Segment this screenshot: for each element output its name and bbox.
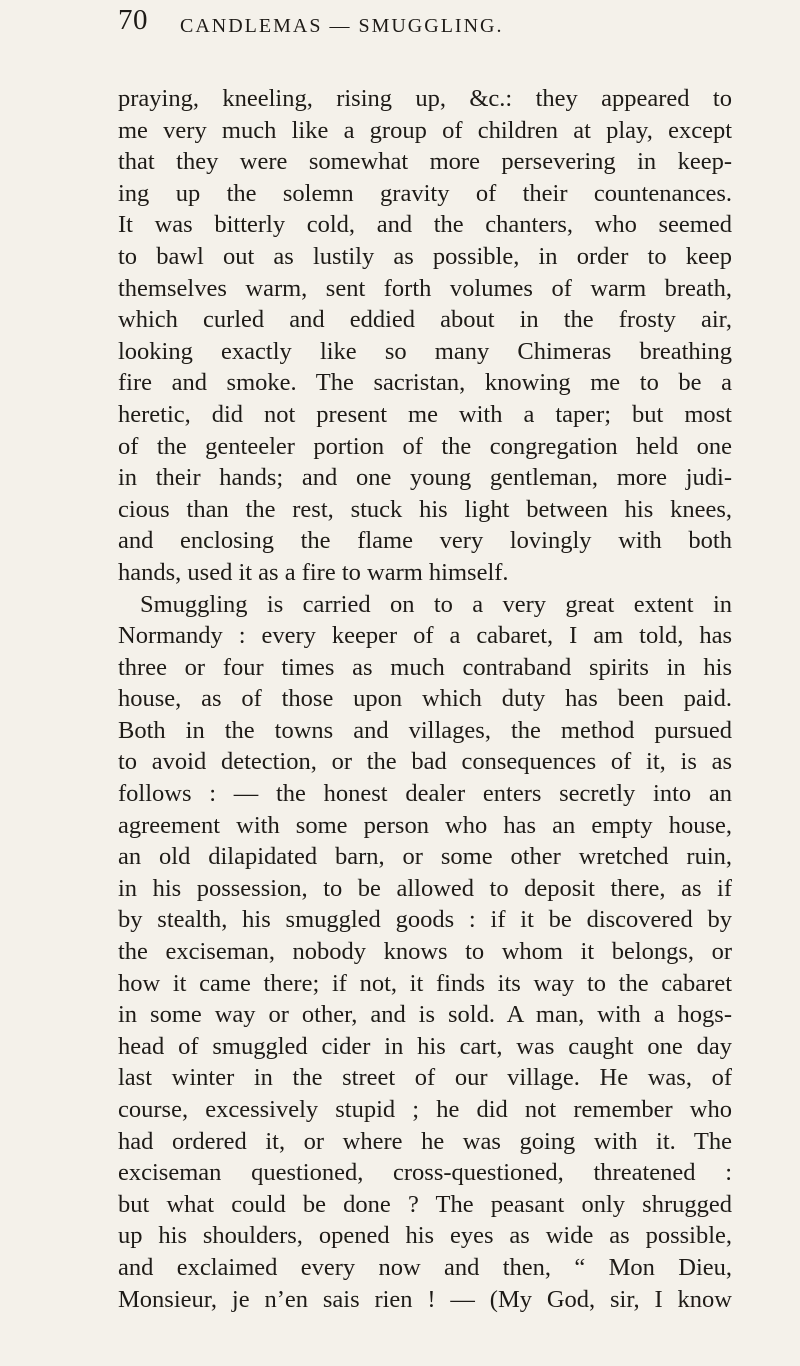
text-line: and exclaimed every now and then, “ Mon Dieu, (118, 1253, 732, 1281)
text-line: Monsieur, je n’en sais rien ! — (My God, sir, I know (118, 1285, 732, 1313)
text-line: heretic, did not present me with a taper; but most (118, 400, 732, 428)
text-line: three or four times as much contraband spirits in his (118, 653, 732, 681)
text-line: looking exactly like so many Chimeras breathing (118, 337, 732, 365)
text-line: an old dilapidated barn, or some other wretched ruin, (118, 843, 732, 871)
text-line: cious than the rest, stuck his light between his knees, (118, 495, 732, 523)
body-text (118, 83, 732, 1315)
text-line: which curled and eddied about in the frosty air, (118, 306, 732, 334)
page-number: 70 (118, 4, 148, 36)
text-line: course, excessively stupid ; he did not remember who (118, 1096, 732, 1123)
text-line: exciseman questioned, cross-questioned, threatened : (118, 1159, 732, 1187)
text-line: but what could be done ? The peasant only shrugged (118, 1190, 732, 1218)
text-line: by stealth, his smuggled goods : if it be discovered by (118, 906, 732, 934)
text-line: Normandy : every keeper of a cabaret, I am told, has (118, 622, 732, 650)
text-line: hands, used it as a fire to warm himself. (118, 558, 509, 586)
text-line: Both in the towns and villages, the method pursued (118, 716, 732, 744)
text-line: head of smuggled cider in his cart, was caught one day (118, 1032, 732, 1060)
text-line: in their hands; and one young gentleman, more judi- (118, 464, 732, 492)
text-line: me very much like a group of children at play, except (118, 116, 732, 144)
text-line: to avoid detection, or the bad consequences of it, is as (118, 748, 732, 776)
text-line: ing up the solemn gravity of their countenances. (118, 179, 732, 207)
text-line: and enclosing the flame very lovingly with both (118, 527, 732, 555)
text-line: in his possession, to be allowed to deposit there, as if (118, 874, 732, 902)
text-line: how it came there; if not, it finds its way to the cabaret (118, 969, 732, 997)
running-head: CANDLEMAS — SMUGGLING. (180, 15, 504, 37)
text-line: agreement with some person who has an empty house, (118, 811, 732, 839)
text-line: had ordered it, or where he was going with it. The (118, 1127, 732, 1155)
text-line: in some way or other, and is sold. A man, with a hogs- (118, 1001, 732, 1029)
text-line: It was bitterly cold, and the chanters, who seemed (118, 211, 732, 239)
text-line: of the genteeler portion of the congregation held one (118, 432, 732, 460)
paragraph-start-line: Smuggling is carried on to a very great extent in (140, 590, 732, 618)
text-line: the exciseman, nobody knows to whom it belongs, or (118, 938, 732, 966)
text-line: up his shoulders, opened his eyes as wide as possible, (118, 1222, 732, 1250)
text-line: fire and smoke. The sacristan, knowing me to be a (118, 369, 732, 397)
text-line: to bawl out as lustily as possible, in order to keep (118, 242, 732, 270)
text-line: themselves warm, sent forth volumes of warm breath, (118, 274, 732, 302)
text-line: that they were somewhat more persevering in keep- (118, 148, 732, 176)
text-line: last winter in the street of our village. He was, of (118, 1064, 732, 1092)
page-header (118, 4, 728, 44)
text-line: praying, kneeling, rising up, &c.: they appeared to (118, 85, 732, 112)
text-line: follows : — the honest dealer enters secretly into an (118, 780, 732, 808)
text-line: house, as of those upon which duty has been paid. (118, 685, 732, 713)
